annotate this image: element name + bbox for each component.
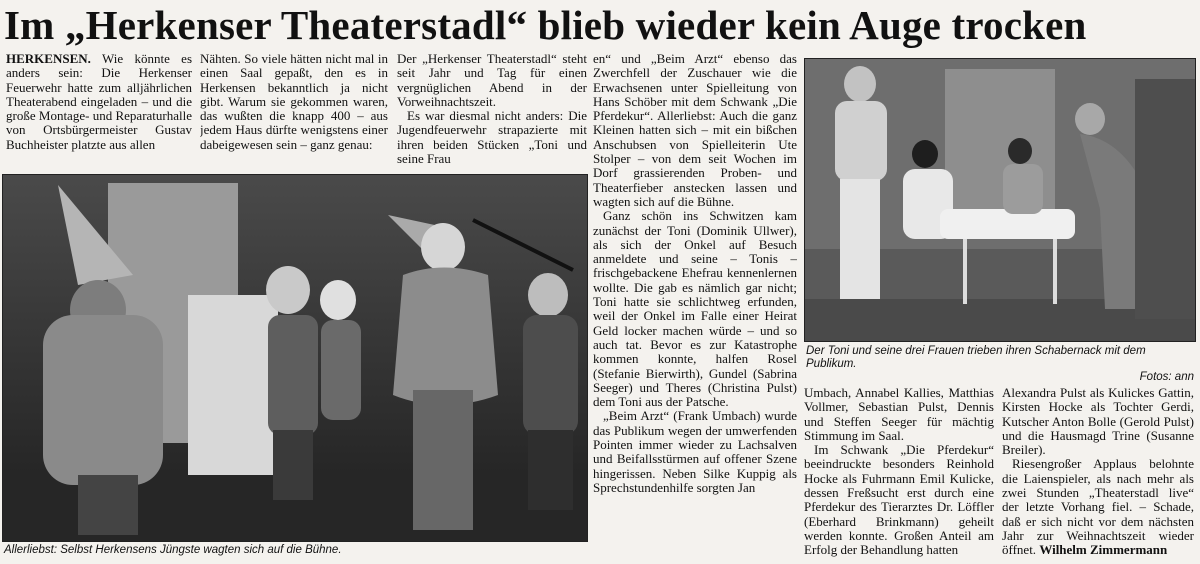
right-caption-text: Der Toni und seine drei Frauen trieben ihren Schabernack mit dem Publikum. [806,345,1146,370]
column-4-paragraph-3: „Beim Arzt“ (Frank Umbach) wurde das Publikum wegen der umwerfenden Pointen immer wieder zu Lachsalven und Beifallsstürmen auf offener Szene hingerissen. Neben Silke Kuppig als Sprechstundenhilfe sorgten Jan [593,408,797,495]
photo-toni-and-three-women [804,58,1196,342]
right-photo-caption [806,345,1194,384]
article-column-2 [200,52,388,170]
stage-children-illustration [3,175,587,541]
stage-scene-illustration [805,59,1195,341]
column-5-paragraph-1: Umbach, Annabel Kallies, Matthias Vollmer, Sebastian Pulst, Dennis und Steffen Seeger für mächtig Stimmung im Saal. [804,386,994,443]
column-6-paragraph-1: Alexandra Pulst als Kulickes Gattin, Kirsten Hocke als Tochter Gerdi, Kutscher Anton Bolle (Gerold Pulst) und die Hausmagd Trine (Susanne Breiler). [1002,386,1194,458]
article-column-6 [1002,386,1194,562]
column-6-paragraph-2: Riesengroßer Applaus belohnte die Laienspieler, als nach mehr als zwei Stunden „Theaterstadl live“ der letzte Vorhang fiel. – Schade, daß er sich nicht vor dem nächsten Jahr zur Weihnachtszeit wieder öffnet. [1002,456,1194,558]
article-column-3 [397,52,587,170]
author-byline: Wilhelm Zimmermann [1039,542,1168,558]
article-column-5 [804,386,994,562]
column-3-paragraph-2: Es war diesmal nicht anders: Die Jugendfeuerwehr strapazierte mit ihren beiden Stücken „Toni und seine Frau [397,108,587,167]
column-4-paragraph-2: Ganz schön ins Schwitzen kam zunächst der Toni (Dominik Ullwer), als sich der Onkel auf Besuch anmeldete und seine – Tonis – frischgebackene Ehefrau kennenlernen wollte. Die gab es nämlich gar nicht; Toni hatte sie schlichtweg erfunden, weil der Onkel im Falle einer Heirat Geld locker machen würde – und so auch tat. Bevor es zur Katastrophe kommen konnte, halfen Rosel (Stefanie Bierwirth), Gundel (Sabrina Seeger) und Theres (Christina Pulst) dem Toni aus der Patsche. [593,208,797,410]
column-5-paragraph-2: Im Schwank „Die Pferdekur“ beeindruckte besonders Reinhold Hocke als Fuhrmann Emil Kulicke, dessen Freßsucht erst durch eine Pferdekur des Tierarztes Dr. Löffler (Eberhard Brinkmann) geheilt werden konnte. Großen Anteil am Erfolg der Behandlung hatten [804,442,994,558]
photo-children-on-stage [2,174,588,542]
column-1-text: Wie könnte es anders sein: Die Herkenser Feuerwehr hatte zum alljährlichen Theaterabend eingeladen – und die große Montage- und Reparaturhalle von Ortsbürgermeister Gustav Buchheister platzte aus allen [6,52,192,152]
article-column-1 [6,52,192,170]
column-3-paragraph-1: Der „Herkenser Theaterstadl“ steht seit Jahr und Tag für einen vergnüglichen Abend in der Vorweihnachtszeit. [397,52,587,109]
column-4-paragraph-1: en“ und „Beim Arzt“ ebenso das Zwerchfell der Zuschauer wie die Erwachsenen unter Spielleitung von Hans Schöber mit dem Schwank „Die Pferdekur“. Allerliebst: Auch die ganz Kleinen hatten sich – mit ein bißchen Anschubsen von Spielleiterin Ute Stolper – von dem seit Wochen im Dorf grassierenden Proben- und Theaterfieber anstecken lassen und wagten sich auf die Bühne. [593,52,797,209]
dateline: HERKENSEN. [6,52,91,66]
left-photo-caption: Allerliebst: Selbst Herkensens Jüngste wagten sich auf die Bühne. [4,544,342,556]
headline: Im „Herkenser Theaterstadl“ blieb wieder kein Auge trocken [4,2,1087,48]
photo-credit: Fotos: ann [1139,371,1194,383]
article-column-4 [593,52,797,560]
column-2-text: Nähten. So viele hätten nicht mal in einen Saal gepaßt, den es in Herkensen bekanntlich ja nicht gibt. Warum sie gekommen waren, das wußten die knapp 400 – aus jedem Haus dürfte wenigstens einer dabeigewesen sein – ganz genau: [200,52,388,152]
